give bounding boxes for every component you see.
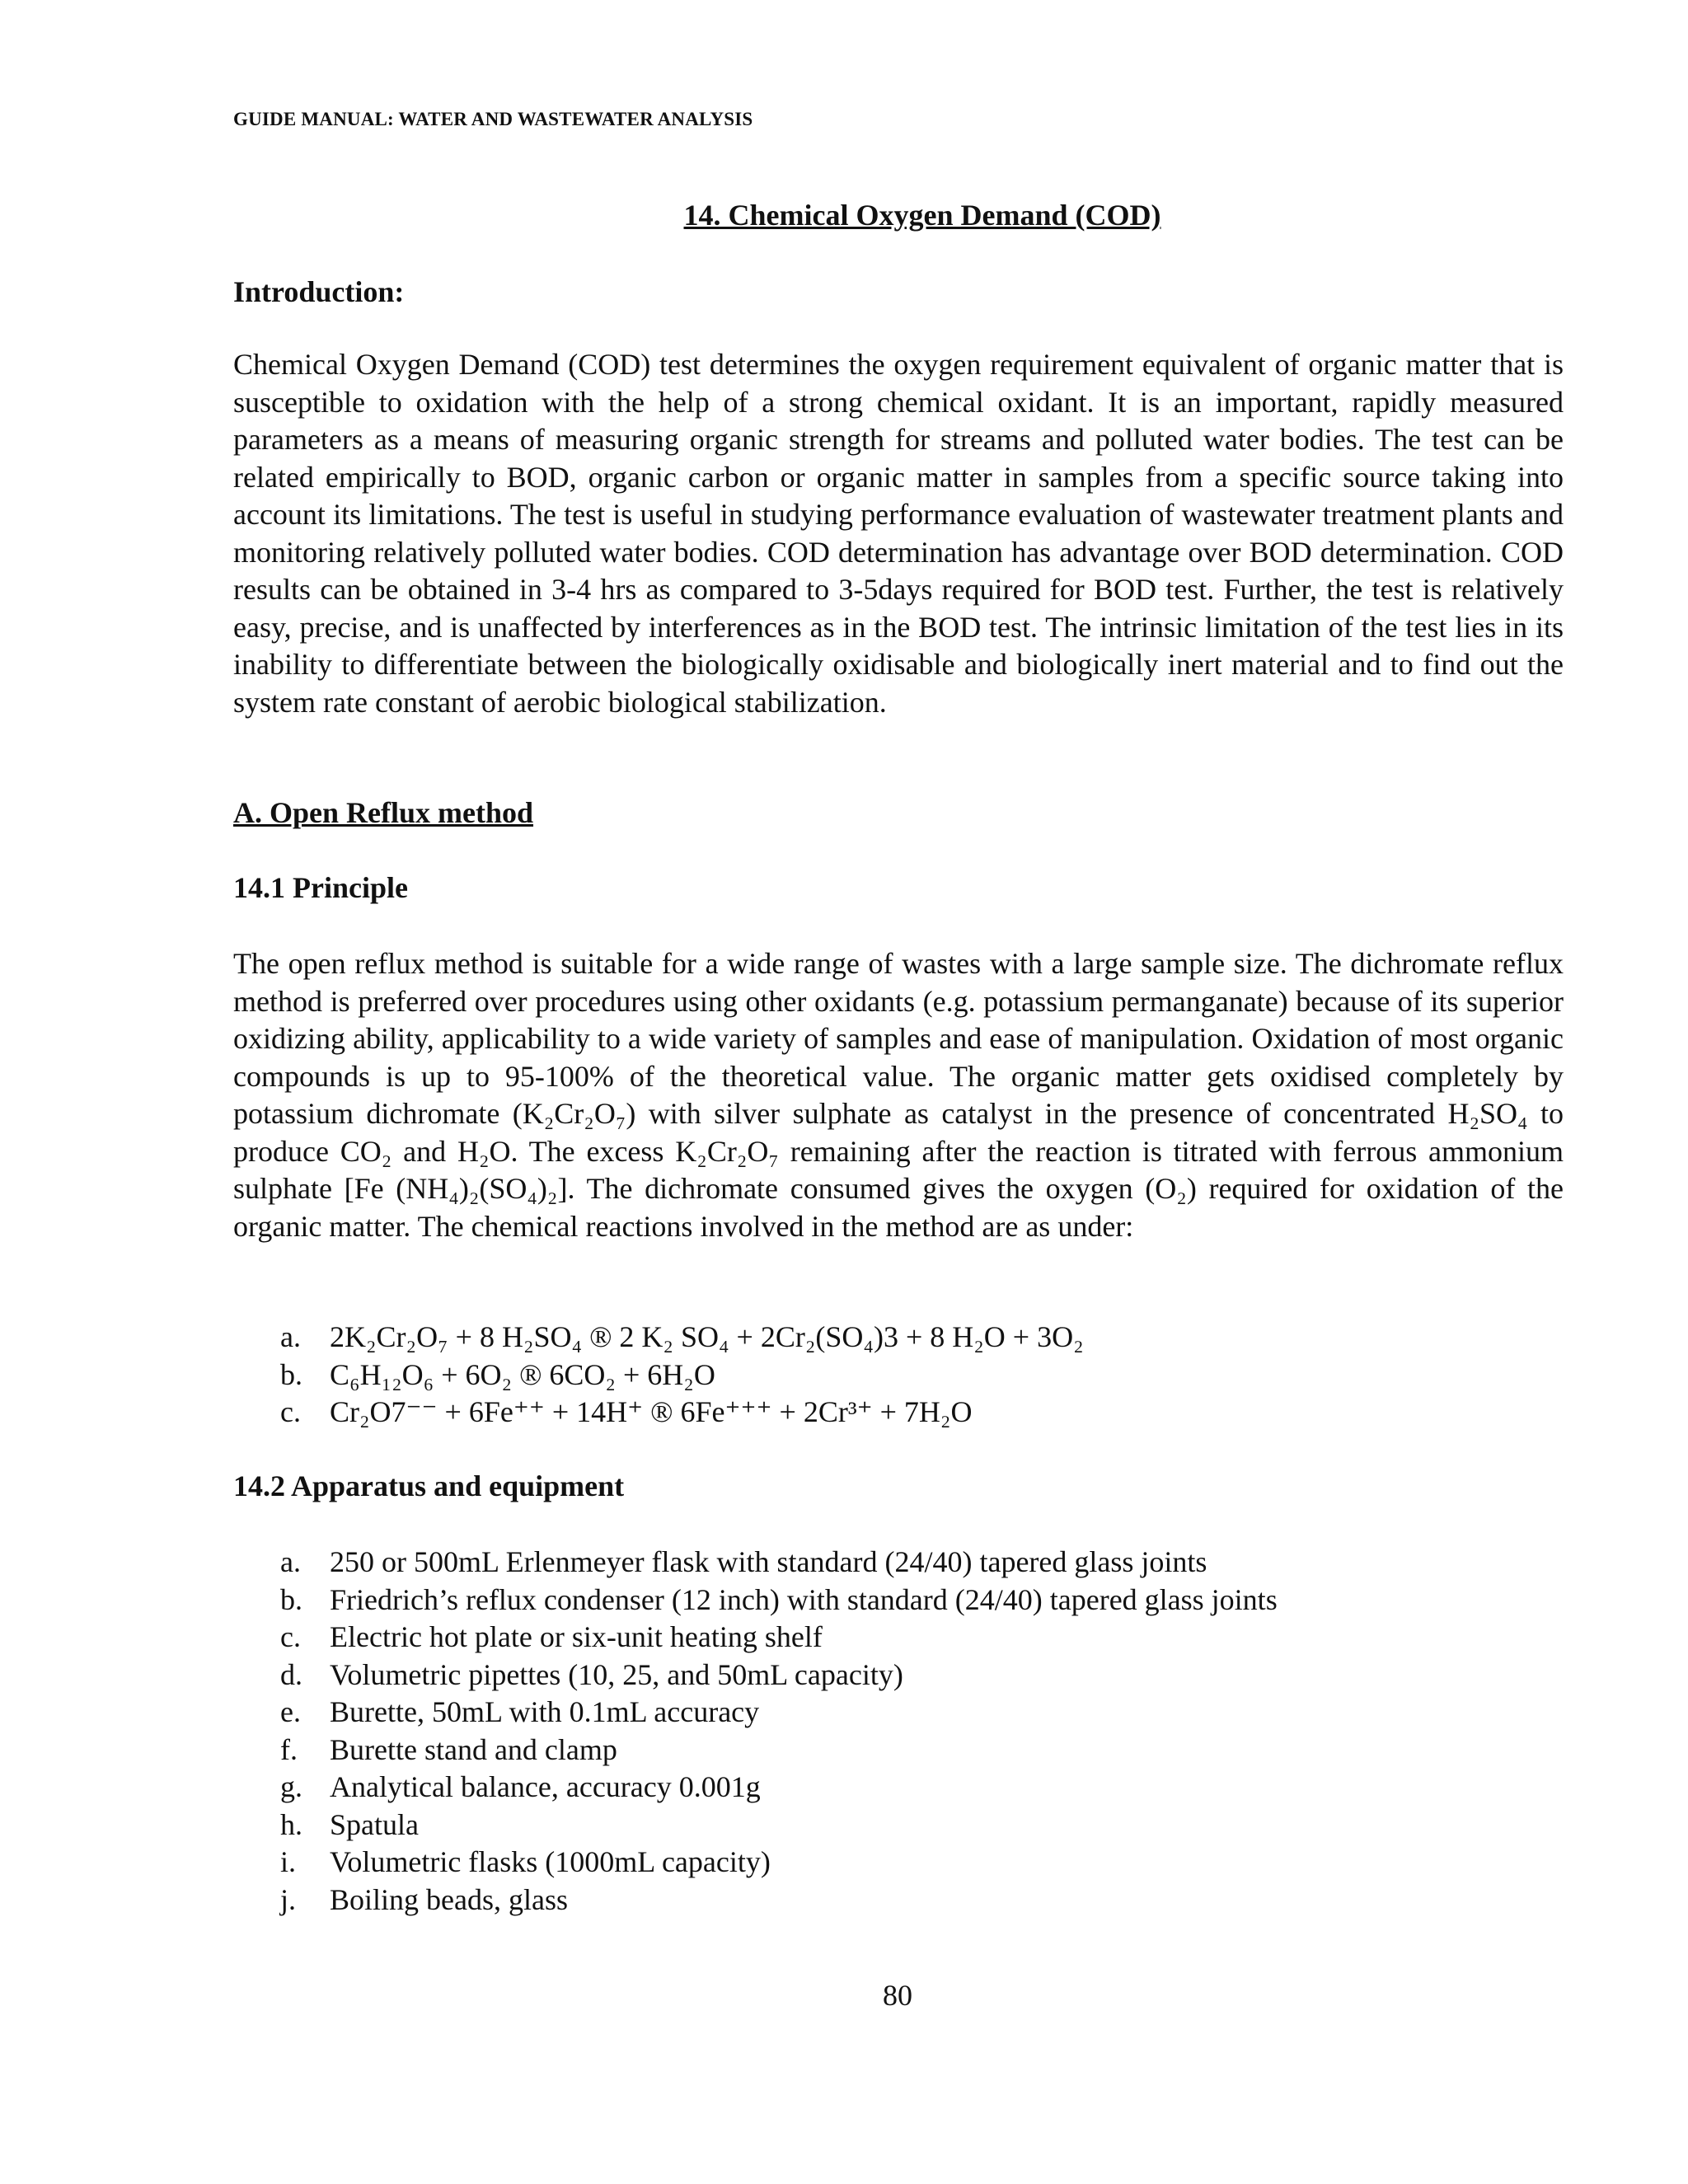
list-item: j. Boiling beads, glass xyxy=(280,1882,568,1916)
formula-k2cr2o7: K₂Cr₂O₇ xyxy=(522,1097,626,1130)
chapter-title: 14. Chemical Oxygen Demand (COD) xyxy=(683,199,1161,232)
formula-h2so4: H₂SO₄ xyxy=(1447,1097,1528,1130)
apparatus-heading: 14.2 Apparatus and equipment xyxy=(233,1469,625,1502)
list-item: e. Burette, 50mL with 0.1mL accuracy xyxy=(280,1695,760,1728)
running-header: GUIDE MANUAL: WATER AND WASTEWATER ANALYSIS xyxy=(233,109,753,129)
list-item: b. Friedrich’s reflux condenser (12 inch) with standard (24/40) tapered glass joints xyxy=(280,1582,1278,1616)
list-item: g. Analytical balance, accuracy 0.001g xyxy=(280,1770,761,1803)
list-item: f. Burette stand and clamp xyxy=(280,1732,617,1766)
list-item: d. Volumetric pipettes (10, 25, and 50mL capacity) xyxy=(280,1657,903,1691)
formula-ferrous-ammonium-sulphate: [Fe (NH₄)₂(SO₄)₂] xyxy=(344,1172,568,1205)
principle-paragraph: The open reflux method is suitable for a wide range of wastes with a large sample size. The dichromate reflux method is preferred over procedures using other oxidants (e.g. potassium permanganate) because of its superior oxidizing ability, applicability to a wide variety of samples and ease of manipulation. Oxidation of most organic compounds is up to 95-100% of the theoretical value. The organic matter gets oxidised completely by potassium dichromate (K₂Cr₂O₇) with silver sulphate as catalyst in the presence of concentrated H₂SO₄ to produce CO₂ and H₂O. The excess K₂Cr₂O₇ remaining after the reaction is titrated with ferrous ammonium sulphate [Fe (NH₄)₂(SO₄)₂]. The dichromate consumed gives the oxygen (O₂) required for oxidation of the organic matter. The chemical reactions involved in the method are as under: xyxy=(233,947,1564,1243)
list-item: a. 250 or 500mL Erlenmeyer flask with standard (24/40) tapered glass joints xyxy=(280,1545,1207,1578)
reaction-item: b. C₆H₁₂O₆ + 6O₂ ® 6CO₂ + 6H₂O xyxy=(280,1357,715,1391)
list-item: h. Spatula xyxy=(280,1807,419,1841)
open-reflux-method-heading: A. Open Reflux method xyxy=(233,796,534,829)
apparatus-list xyxy=(280,1544,1566,1919)
formula-co2: CO₂ xyxy=(340,1134,392,1168)
formula-k2cr2o7-excess: K₂Cr₂O₇ xyxy=(675,1134,779,1168)
page-number: 80 xyxy=(883,1979,912,2012)
formula-o2: O₂ xyxy=(1155,1172,1187,1205)
principle-heading: 14.1 Principle xyxy=(233,871,408,904)
list-item: i. Volumetric flasks (1000mL capacity) xyxy=(280,1845,771,1878)
introduction-paragraph: Chemical Oxygen Demand (COD) test determines the oxygen requirement equivalent of organic matter that is susceptible to oxidation with the help of a strong chemical oxidant. It is an important, rapidly measured parameters as a means of measuring organic strength for streams and polluted water bodies. The test can be related empirically to BOD, organic carbon or organic matter in samples from a specific source taking into account its limitations. The test is useful in studying performance evaluation of wastewater treatment plants and monitoring relatively polluted water bodies. COD determination has advantage over BOD determination. COD results can be obtained in 3-4 hrs as compared to 3-5days required for BOD test. Further, the test is relatively easy, precise, and is unaffected by interferences as in the BOD test. The intrinsic limitation of the test lies in its inability to differentiate between the biologically oxidisable and biologically inert material and to find out the system rate constant of aerobic biological stabilization. xyxy=(233,348,1564,719)
list-item: c. Electric hot plate or six-unit heating shelf xyxy=(280,1620,823,1653)
formula-h2o: H₂O xyxy=(457,1134,511,1168)
introduction-heading: Introduction: xyxy=(233,275,405,308)
reaction-list xyxy=(280,1319,1566,1432)
reaction-item: a. 2K₂Cr₂O₇ + 8 H₂SO₄ ® 2 K₂ SO₄ + 2Cr₂(SO₄)3 + 8 H₂O + 3O₂ xyxy=(280,1320,1084,1353)
reaction-item: c. Cr₂O7⁻⁻ + 6Fe⁺⁺ + 14H⁺ ® 6Fe⁺⁺⁺ + 2Cr³⁺ + 7H₂O xyxy=(280,1395,973,1428)
